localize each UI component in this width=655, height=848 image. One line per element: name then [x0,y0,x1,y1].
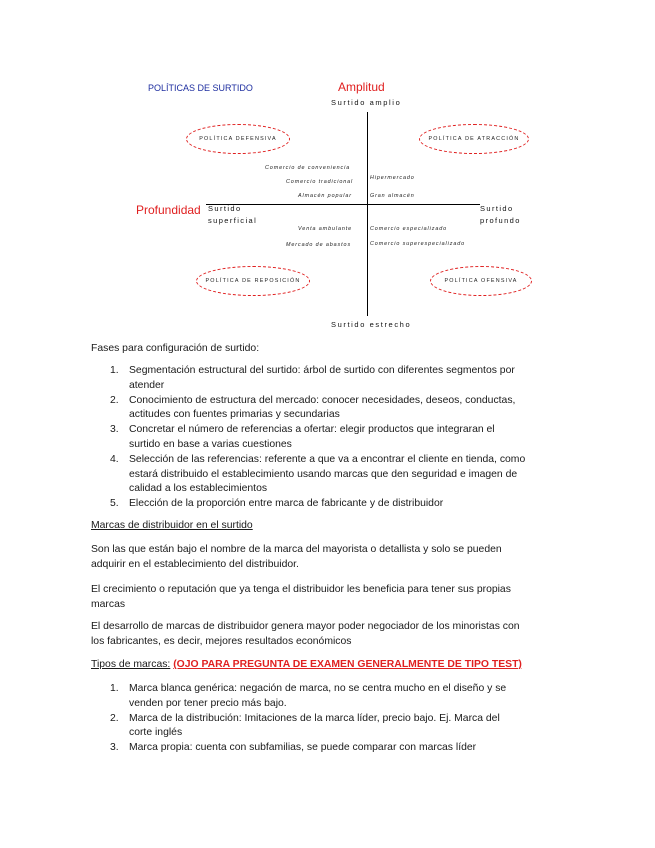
politica-atraccion-label: POLÍTICA DE ATRACCIÓN [428,136,520,142]
axis-bottom-label: Surtido estrecho [331,320,412,329]
quadrant-item: Mercado de abastos [286,242,352,248]
list-item: 2. Conocimiento de estructura del mercado: conocer necesidades, deseos, conductas, actitudes con fuentes primarias y secundarias [110,394,516,421]
marcas-paragraph-3: El desarrollo de marcas de distribuidor genera mayor poder negociador de los minoristas con los fabricantes, es decir, mejores resultados económicos [91,621,520,647]
phases-intro: Fases para configuración de surtido: [91,343,260,354]
axis-top-label: Surtido amplio [331,98,402,107]
marcas-heading: Marcas de distribuidor en el surtido [91,520,253,531]
list-item: 1. Segmentación estructural del surtido: árbol de surtido con diferentes segmentos por atender [110,365,515,391]
marcas-paragraph-1: Son las que están bajo el nombre de la marca del mayorista o detallista y solo se pueden adquirir en el establecimiento del distribuidor. [91,544,502,570]
vertical-axis [367,112,368,316]
quadrant-item: Comercio especializado [370,226,448,232]
amplitud-label: Amplitud [338,80,385,94]
axis-right-label: Surtido profundo [480,204,521,225]
quadrant-item: Comercio tradicional [286,179,354,185]
quadrant-item: Comercio superespecializado [370,241,466,247]
list-item: 2. Marca de la distribución: Imitaciones de la marca líder, precio bajo. Ej. Marca del corte inglés [110,712,500,739]
quadrant-item: Hipermercado [370,175,415,181]
politica-defensiva-label: POLÍTICA DEFENSIVA [199,136,277,142]
politica-defensiva-oval [186,124,290,154]
list-item: 4. Selección de las referencias: referente a que va a encontrar el cliente en tienda, como estará distribuido el establecimiento usando marcas que den seguridad e imagen de calidad a los establecimientos [110,453,526,495]
politica-reposicion-label: POLÍTICA DE REPOSICIÓN [205,278,301,284]
list-item: 1. Marca blanca genérica: negación de marca, no se centra mucho en el diseño y se venden por tener precio más bajo. [110,683,507,709]
marcas-paragraph-2: El crecimiento o reputación que ya tenga el distribuidor les beneficia para tener sus propias marcas [91,584,511,610]
profundidad-label: Profundidad [136,203,201,217]
politica-ofensiva-label: POLÍTICA OFENSIVA [444,278,518,284]
list-item: 5. Elección de la proporción entre marca de fabricante y de distribuidor [110,498,444,510]
quadrant-item: Comercio de conveniencia [265,165,351,171]
quadrant-item: Gran almacén [370,193,415,199]
tipos-heading [91,658,571,673]
phases-list [91,364,571,512]
axis-left-label: Surtido superficial [208,204,258,225]
quadrant-item: Venta ambulante [298,226,353,232]
list-item: 3. Concretar el número de referencias a ofertar: elegir productos que integraran el surtido en base a varias cuestiones [110,424,495,450]
tipos-list [91,682,571,756]
tipos-heading-label: Tipos de marcas: [91,659,171,670]
exam-warning: (OJO PARA PREGUNTA DE EXAMEN GENERALMENTE DE TIPO TEST) [173,659,522,670]
diagram-title: POLÍTICAS DE SURTIDO [148,83,253,93]
politica-atraccion-oval [419,124,529,154]
politica-ofensiva-oval [430,266,532,296]
politica-reposicion-oval [196,266,310,296]
quadrant-item: Almacén popular [298,193,352,199]
list-item: 3. Marca propia: cuenta con subfamilias, se puede comparar con marcas líder [110,742,477,754]
